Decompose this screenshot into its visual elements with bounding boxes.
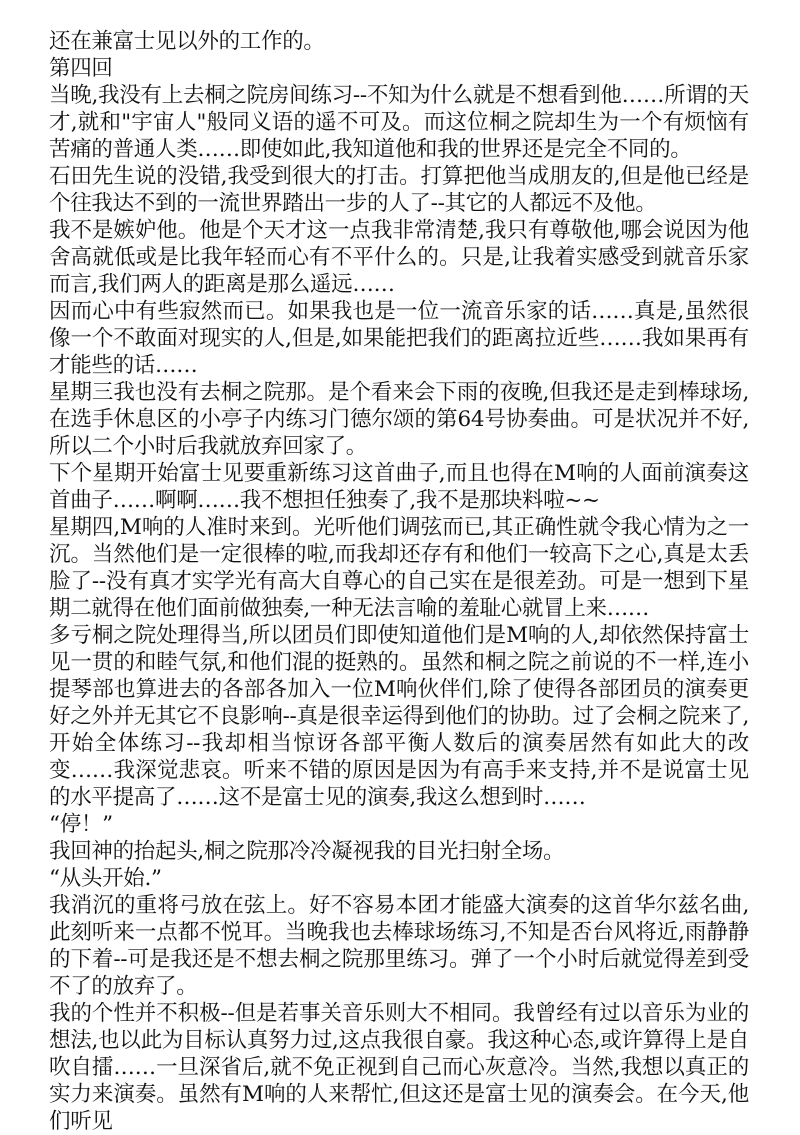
paragraph: 我消沉的重将弓放在弦上。好不容易本团才能盛大演奏的这首华尔兹名曲,此刻听来一点都不悦耳。当晚我也去棒球场练习,不知是否台风将近,雨静静的下着--可是我还是不想去桐之院那里练习。弹了一个小时后就觉得差到受不了的放弃了。 — [49, 893, 749, 999]
paragraph: 星期三我也没有去桐之院那。是个看来会下雨的夜晚,但我还是走到棒球场,在选手休息区的小亭子内练习门德尔颂的第64号协奏曲。可是状况并不好,所以二个小时后我就放弃回家了。 — [49, 380, 749, 459]
paragraph: 下个星期开始富士见要重新练习这首曲子,而且也得在M响的人面前演奏这首曲子……啊啊……我不想担任独奏了,我不是那块料啦~~ — [49, 461, 749, 513]
paragraph: 我不是嫉妒他。他是个天才这一点我非常清楚,我只有尊敬他,哪会说因为他舍高就低或是比我年轻而心有不平什么的。只是,让我着实感受到就音乐家而言,我们两人的距离是那么遥远…… — [49, 218, 749, 297]
paragraph: 星期四,M响的人准时来到。光听他们调弦而已,其正确性就令我心情为之一沉。当然他们是一定很棒的啦,而我却还存有和他们一较高下之心,真是太丢脸了--没有真才实学光有高大自尊心的自己实在是很差劲。可是一想到下星期二就得在他们面前做独奏,一种无法言喻的羞耻心就冒上来…… — [49, 515, 749, 621]
paragraph: 我的个性并不积极--但是若事关音乐则大不相同。我曾经有过以音乐为业的想法,也以此为目标认真努力过,这点我很自豪。我这种心态,或许算得上是自吹自擂……一旦深省后,就不免正视到自己而心灰意冷。当然,我想以真正的实力来演奏。虽然有M响的人来帮忙,但这还是富士见的演奏会。在今天,他们听见 — [49, 1001, 749, 1134]
dialogue-line: “从头开始.” — [49, 866, 162, 891]
paragraph: 我回神的抬起头,桐之院那冷冷凝视我的目光扫射全场。 — [49, 839, 565, 864]
paragraph: 当晚,我没有上去桐之院房间练习--不知为什么就是不想看到他……所谓的天才,就和"宇宙人"般同义语的遥不可及。而这位桐之院却生为一个有烦恼有苦痛的普通人类……即使如此,我知道他和我的世界还是完全不同的。 — [49, 83, 749, 162]
paragraph: 多亏桐之院处理得当,所以团员们即使知道他们是M响的人,却依然保持富士见一贯的和睦气氛,和他们混的挺熟的。虽然和桐之院之前说的不一样,连小提琴部也算进去的各部各加入一位M响伙伴们,除了使得各部团员的演奏更好之外并无其它不良影响--真是很幸运得到他们的协助。过了会桐之院来了,开始全体练习--我却相当惊讶各部平衡人数后的演奏居然有如此大的改变……我深觉悲哀。听来不错的原因是因为有高手来支持,并不是说富士见的水平提高了……这不是富士见的演奏,我这么想到时…… — [49, 623, 749, 810]
document-page — [49, 28, 749, 1134]
dialogue-line: “停！” — [49, 812, 113, 837]
paragraph-continuation: 还在兼富士见以外的工作的。 — [49, 29, 325, 54]
chapter-heading: 第四回 — [49, 56, 113, 81]
paragraph: 因而心中有些寂然而已。如果我也是一位一流音乐家的话……真是,虽然很像一个不敢面对现实的人,但是,如果能把我们的距离拉近些……我如果再有才能些的话…… — [49, 299, 749, 378]
paragraph: 石田先生说的没错,我受到很大的打击。打算把他当成朋友的,但是他已经是个往我达不到的一流世界踏出一步的人了--其它的人都远不及他。 — [49, 164, 749, 216]
